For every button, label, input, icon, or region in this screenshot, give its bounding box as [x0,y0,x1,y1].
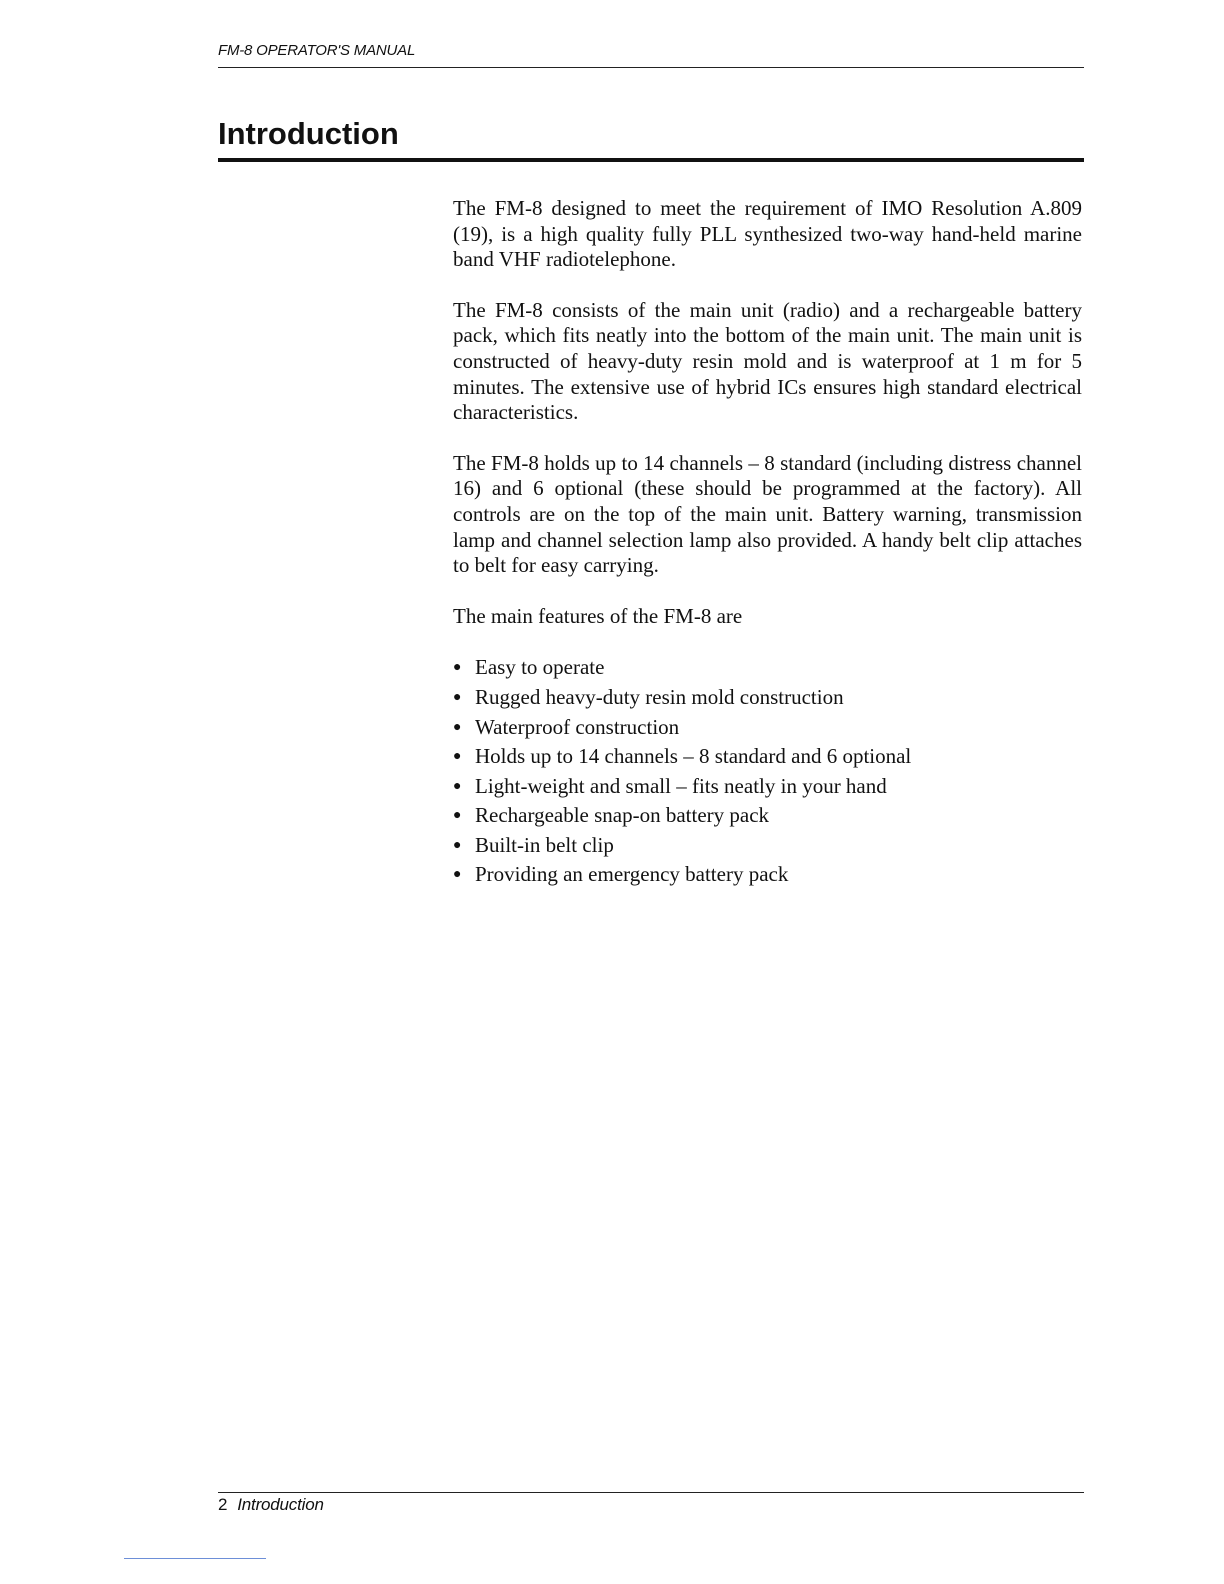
footer-rule [218,1492,1084,1493]
bullet-icon: ● [453,867,462,883]
paragraph-channels: The FM-8 holds up to 14 channels – 8 standard (including distress channel 16) and 6 optional (these should be programmed at the factory). All controls are on the top of the main unit. Battery warning, transmission lamp and channel selection lamp also provided. A handy belt clip attaches to belt for easy carrying. [453,450,1082,578]
list-item [453,831,1082,861]
list-item [453,713,1082,743]
list-item [453,653,1082,683]
header-rule [218,67,1084,68]
feature-text: Light-weight and small – fits neatly in your hand [475,773,887,798]
bullet-icon: ● [453,778,462,794]
bullet-icon: ● [453,749,462,765]
paragraph-overview: The FM-8 designed to meet the requirement of IMO Resolution A.809 (19), is a high quality fully PLL synthesized two-way hand-held marine band VHF radiotelephone. [453,196,1082,272]
running-header: FM-8 OPERATOR'S MANUAL [218,42,416,59]
list-item [453,801,1082,831]
feature-text: Built-in belt clip [475,832,614,857]
body-column [453,196,1082,890]
scan-mark [124,1558,266,1559]
footer-section: Introduction [237,1495,324,1514]
bullet-icon: ● [453,808,462,824]
chapter-title: Introduction [218,116,399,151]
bullet-icon: ● [453,837,462,853]
list-item [453,860,1082,890]
feature-text: Rugged heavy-duty resin mold construction [475,684,844,709]
bullet-icon: ● [453,689,462,705]
features-lead: The main features of the FM-8 are [453,603,743,628]
title-rule [218,158,1084,162]
feature-text: Rechargeable snap-on battery pack [475,803,770,828]
list-item [453,772,1082,802]
feature-text: Easy to operate [475,655,605,680]
page-number: 2 [218,1495,228,1514]
feature-text: Providing an emergency battery pack [475,862,789,887]
feature-list [453,653,1082,890]
list-item [453,742,1082,772]
paragraph-construction: The FM-8 consists of the main unit (radio) and a rechargeable battery pack, which fits neatly into the bottom of the main unit. The main unit is constructed of heavy-duty resin mold and is waterproof at 1 m for 5 minutes. The extensive use of hybrid ICs ensures high standard electrical characteristics. [453,297,1082,425]
bullet-icon: ● [453,660,462,676]
bullet-icon: ● [453,719,462,735]
list-item [453,683,1082,713]
feature-text: Holds up to 14 channels – 8 standard and 6 optional [475,744,912,769]
page-footer [218,1495,324,1515]
feature-text: Waterproof construction [475,714,680,739]
